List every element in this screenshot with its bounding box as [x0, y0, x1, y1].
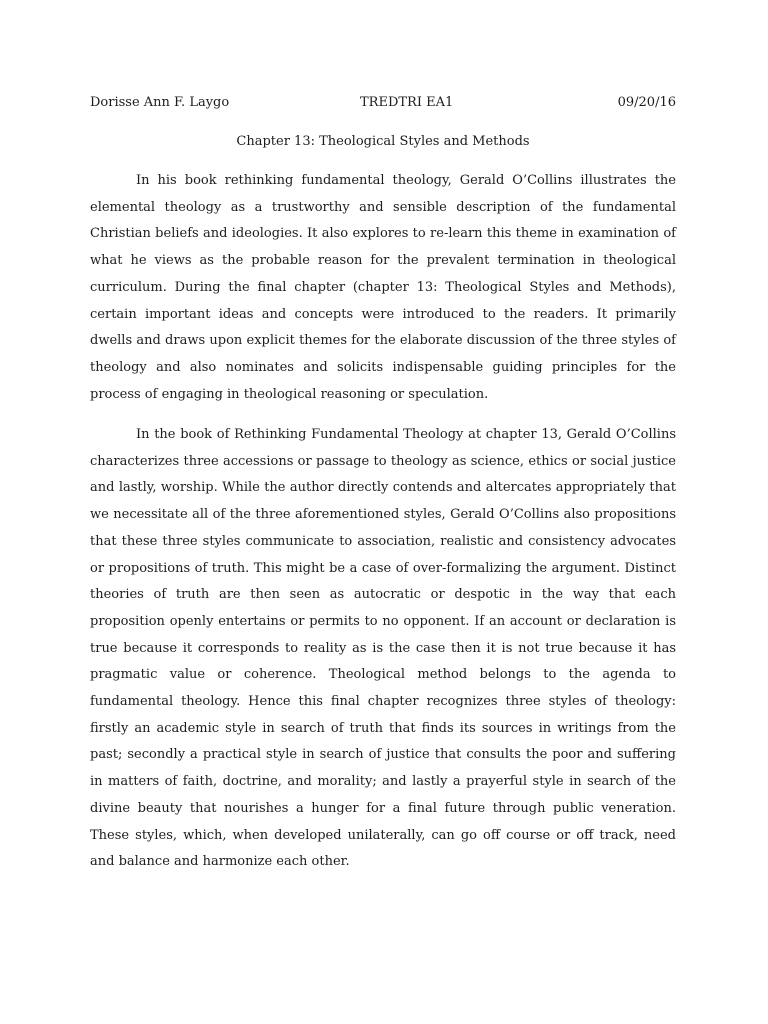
body-paragraph-1: In his book rethinking fundamental theology, Gerald O’Collins illustrates the elemental theology as a trustworthy and sensible description of the fundamental Christian beliefs and ideologies. It also explores to re-learn this theme in examination of what he views as the probable reason for the prevalent termination in theological curriculum. During the final chapter (chapter 13: Theological Styles and Methods), certain important ideas and concepts were introduced to the readers. It primarily dwells and draws upon explicit themes for the elaborate discussion of the three styles of theology and also nominates and solicits indispensable guiding principles for the process of engaging in theological reasoning or speculation.	[90, 173, 676, 402]
author-name: Dorisse Ann F. Laygo	[90, 95, 230, 110]
document-header	[90, 94, 676, 112]
body-paragraph-2: In the book of Rethinking Fundamental Theology at chapter 13, Gerald O’Collins characterizes three accessions or passage to theology as science, ethics or social justice and lastly, worship. While the author directly contends and altercates appropriately that we necessitate all of the three aforementioned styles, Gerald O’Collins also propositions that these three styles communicate to association, realistic and consistency advocates or propositions of truth. This might be a case of over-formalizing the argument. Distinct theories of truth are then seen as autocratic or despotic in the way that each proposition openly entertains or permits to no opponent. If an account or declaration is true because it corresponds to reality as is the case then it is not true because it has pragmatic value or coherence. Theological method belongs to the agenda to fundamental theology. Hence this final chapter recognizes three styles of theology: firstly an academic style in search of truth that finds its sources in writings from the past; secondly a practical style in search of justice that consults the poor and suffering in matters of faith, doctrine, and morality; and lastly a prayerful style in search of the divine beauty that nourishes a hunger for a final future through public veneration. These styles, which, when developed unilaterally, can go off course or off track, need and balance and harmonize each other.	[90, 427, 676, 870]
course-code: TREDTRI EA1	[360, 95, 454, 110]
chapter-title: Chapter 13: Theological Styles and Methods	[236, 134, 530, 149]
document-date: 09/20/16	[617, 95, 676, 110]
